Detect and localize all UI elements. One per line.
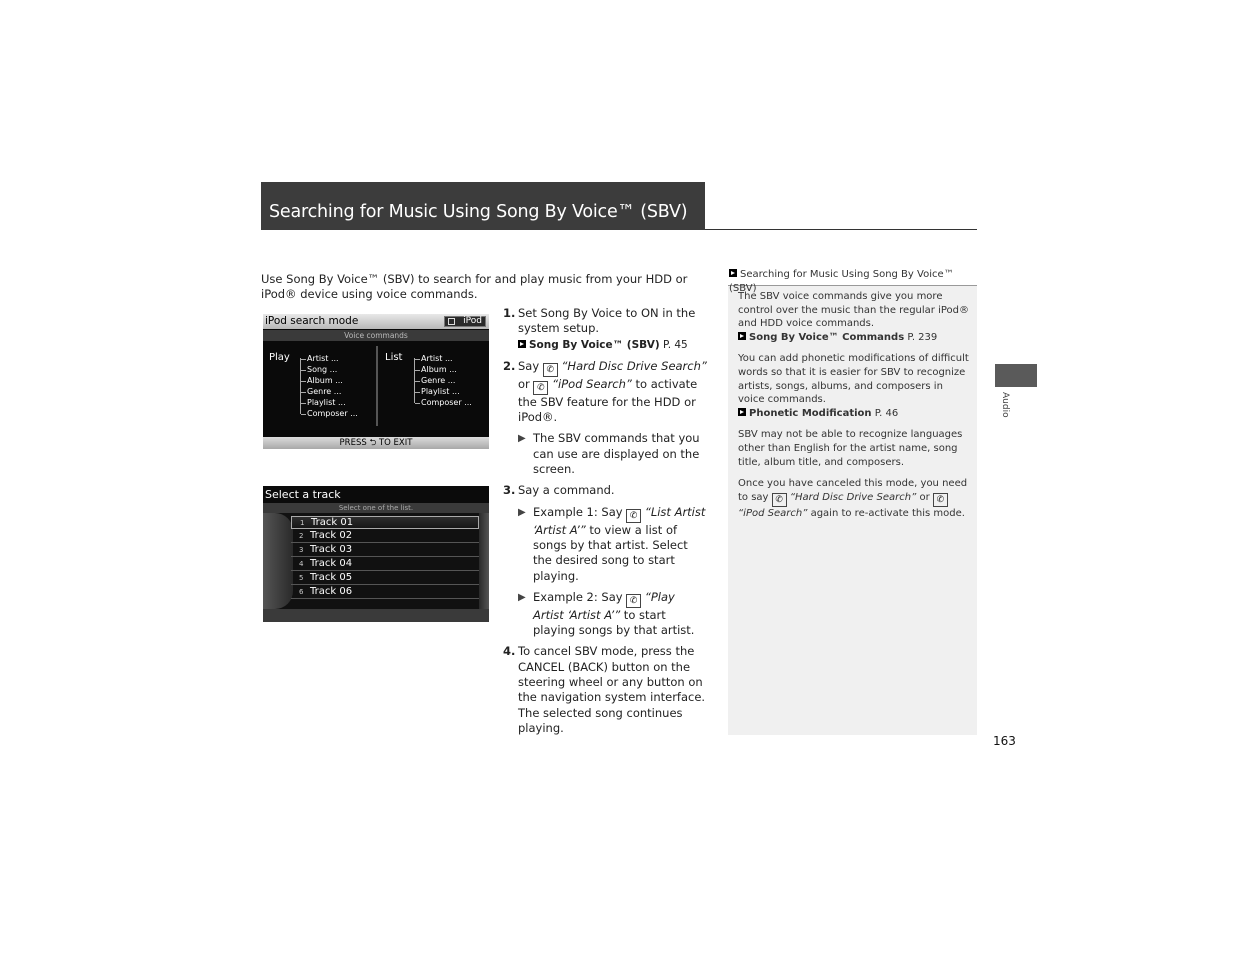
list-option: Genre ... — [421, 376, 456, 385]
list-option: Playlist ... — [421, 387, 460, 396]
steps-list — [503, 306, 708, 742]
play-option: Playlist ... — [307, 398, 346, 407]
voice-talk-icon: ✆ — [543, 363, 558, 377]
section-title-bar — [261, 182, 705, 230]
play-option: Artist ... — [307, 354, 339, 363]
result-arrow-icon: ▶ — [518, 591, 526, 603]
ipod-icon — [448, 318, 455, 325]
step-2: 2. Say ✆ “Hard Disc Drive Search” or ✆ “iPod Search” to activate the SBV feature for the HDD or iPod®. ▶ The SBV commands that you can use are displayed on the screen. — [503, 358, 707, 477]
result-arrow-icon: ▶ — [518, 506, 526, 518]
track-row: 2 Track 02 — [291, 530, 479, 543]
list-label: List — [385, 352, 403, 363]
note-body — [738, 290, 970, 528]
note-paragraph: You can add phonetic modifications of difficult words so that it is easier for SBV to recognize artists, songs, albums, and composers in voice commands. Phonetic Modification P. 46 — [738, 353, 969, 419]
select-track-screen — [263, 486, 489, 622]
step-3: 3. Say a command. ▶ Example 1: Say ✆ “List Artist ‘Artist A’” to view a list of songs by that artist. Select the desired song to start playing. ▶ Example 2: Say ✆ “Play Artist ‘Artist A’” to start playing songs by that artist. — [503, 483, 708, 638]
scroll-knob-left — [263, 513, 293, 609]
column-divider — [376, 346, 378, 426]
page-reference: Song By Voice™ (SBV) P. 45 — [518, 338, 708, 353]
note-header: Searching for Music Using Song By Voice™ (SBV) — [728, 268, 977, 286]
screen-subheader: Voice commands — [263, 330, 489, 341]
track-row: 3 Track 03 — [291, 544, 479, 557]
reference-arrow-icon — [738, 408, 746, 416]
ipod-tag: iPod — [444, 316, 486, 327]
step-1: 1. Set Song By Voice to ON in the system setup. Song By Voice™ (SBV) P. 45 — [503, 306, 708, 353]
example-2: ▶ Example 2: Say ✆ “Play Artist ‘Artist A’” to start playing songs by that artist. — [518, 589, 695, 638]
title-rule — [705, 229, 977, 230]
chapter-label: Audio — [1000, 392, 1010, 418]
step-result: ▶ The SBV commands that you can use are displayed on the screen. — [518, 431, 700, 477]
screen-header-title: iPod search mode — [265, 315, 359, 327]
play-tree-line — [300, 358, 301, 414]
reference-arrow-icon — [738, 332, 746, 340]
reference-arrow-icon — [518, 340, 526, 348]
list-option: Composer ... — [421, 398, 472, 407]
note-paragraph: Once you have canceled this mode, you need to say ✆ “Hard Disc Drive Search” or ✆ “iPod Search” again to re-activate this mode. — [738, 478, 968, 519]
note-arrow-icon — [729, 269, 737, 277]
scroll-knob-right — [479, 513, 489, 609]
track-row: 1 Track 01 — [291, 516, 479, 529]
intro-text: Use Song By Voice™ (SBV) to search for and play music from your HDD or iPod® device using voice commands. — [261, 272, 688, 301]
note-paragraph: SBV may not be able to recognize languages other than English for the artist name, song title, album title, and composers. — [738, 429, 963, 468]
screen-header — [263, 314, 489, 329]
track-row: 6 Track 06 — [291, 586, 479, 599]
chapter-tab — [995, 364, 1037, 387]
step-4: 4. To cancel SBV mode, press the CANCEL (BACK) button on the steering wheel or any button on the navigation system interface. The selected song continues playing. — [503, 644, 706, 735]
list-option: Album ... — [421, 365, 457, 374]
result-arrow-icon: ▶ — [518, 433, 526, 445]
note-paragraph: The SBV voice commands give you more control over the music than the regular iPod® and HDD voice commands. Song By Voice™ Commands P. 239 — [738, 291, 969, 343]
screen-header — [263, 486, 489, 503]
voice-talk-icon: ✆ — [772, 493, 787, 507]
play-option: Album ... — [307, 376, 343, 385]
voice-talk-icon: ✆ — [933, 493, 948, 507]
screen-header-title: Select a track — [265, 488, 341, 501]
screen-subheader: Select one of the list. — [263, 503, 489, 513]
example-1: ▶ Example 1: Say ✆ “List Artist ‘Artist A’” to view a list of songs by that artist. Select the desired song to start playing. — [518, 504, 706, 583]
play-option: Composer ... — [307, 409, 358, 418]
page-number: 163 — [993, 734, 1016, 748]
track-row: 5 Track 05 — [291, 572, 479, 585]
play-option: Genre ... — [307, 387, 342, 396]
list-option: Artist ... — [421, 354, 453, 363]
track-row: 4 Track 04 — [291, 558, 479, 571]
sidebar-note — [728, 268, 977, 735]
voice-talk-icon: ✆ — [533, 381, 548, 395]
voice-talk-icon: ✆ — [626, 594, 641, 608]
exit-footer: PRESS ⮌ TO EXIT — [263, 437, 489, 449]
page-title: Searching for Music Using Song By Voice™ (SBV) — [269, 202, 688, 222]
play-option: Song ... — [307, 365, 338, 374]
ipod-search-screen — [263, 314, 489, 449]
screen-bottom-bar — [263, 609, 489, 622]
play-label: Play — [269, 352, 290, 363]
voice-talk-icon: ✆ — [626, 509, 641, 523]
